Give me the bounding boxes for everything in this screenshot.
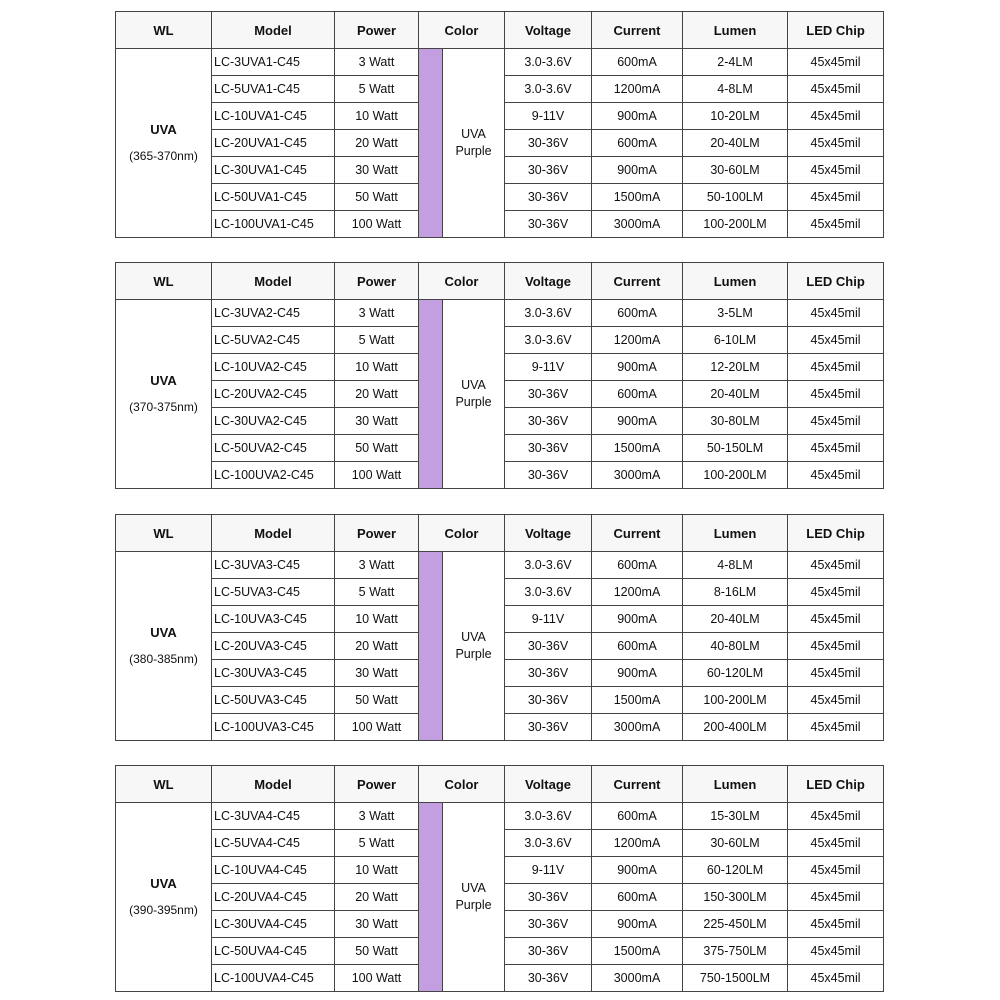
voltage-cell: 9-11V — [505, 103, 592, 130]
power-cell: 100 Watt — [335, 462, 419, 489]
power-cell: 50 Watt — [335, 687, 419, 714]
model-cell: LC-20UVA1-C45 — [212, 130, 335, 157]
led-chip-cell: 45x45mil — [788, 49, 884, 76]
led-chip-cell: 45x45mil — [788, 660, 884, 687]
lumen-cell: 50-150LM — [683, 435, 788, 462]
led-chip-cell: 45x45mil — [788, 911, 884, 938]
voltage-cell: 30-36V — [505, 157, 592, 184]
color-cell — [443, 300, 505, 489]
power-cell: 10 Watt — [335, 354, 419, 381]
current-cell: 900mA — [592, 157, 683, 184]
column-header: Model — [212, 515, 335, 552]
led-chip-cell: 45x45mil — [788, 408, 884, 435]
voltage-cell: 30-36V — [505, 184, 592, 211]
power-cell: 3 Watt — [335, 552, 419, 579]
led-chip-cell: 45x45mil — [788, 327, 884, 354]
voltage-cell: 30-36V — [505, 911, 592, 938]
color-name-line1: UVA — [461, 630, 486, 644]
model-cell: LC-50UVA4-C45 — [212, 938, 335, 965]
voltage-cell: 3.0-3.6V — [505, 803, 592, 830]
power-cell: 10 Watt — [335, 606, 419, 633]
current-cell: 1200mA — [592, 327, 683, 354]
voltage-cell: 30-36V — [505, 462, 592, 489]
voltage-cell: 30-36V — [505, 435, 592, 462]
power-cell: 5 Watt — [335, 579, 419, 606]
lumen-cell: 50-100LM — [683, 184, 788, 211]
current-cell: 600mA — [592, 552, 683, 579]
led-chip-cell: 45x45mil — [788, 633, 884, 660]
wavelength-range: (380-385nm) — [129, 652, 198, 666]
lumen-cell: 200-400LM — [683, 714, 788, 741]
power-cell: 5 Watt — [335, 830, 419, 857]
column-header: WL — [116, 515, 212, 552]
column-header: Current — [592, 515, 683, 552]
lumen-cell: 100-200LM — [683, 211, 788, 238]
spec-table — [115, 11, 884, 238]
voltage-cell: 30-36V — [505, 130, 592, 157]
column-header: LED Chip — [788, 766, 884, 803]
column-header: WL — [116, 263, 212, 300]
column-header: Lumen — [683, 515, 788, 552]
power-cell: 5 Watt — [335, 327, 419, 354]
column-header: Current — [592, 766, 683, 803]
current-cell: 600mA — [592, 49, 683, 76]
power-cell: 50 Watt — [335, 435, 419, 462]
current-cell: 900mA — [592, 911, 683, 938]
power-cell: 100 Watt — [335, 211, 419, 238]
wavelength-label: UVA — [150, 876, 177, 891]
model-cell: LC-3UVA1-C45 — [212, 49, 335, 76]
current-cell: 1200mA — [592, 579, 683, 606]
led-chip-cell: 45x45mil — [788, 965, 884, 992]
model-cell: LC-100UVA1-C45 — [212, 211, 335, 238]
voltage-cell: 3.0-3.6V — [505, 552, 592, 579]
column-header: Color — [419, 12, 505, 49]
lumen-cell: 4-8LM — [683, 552, 788, 579]
color-swatch — [419, 300, 443, 489]
column-header: Current — [592, 12, 683, 49]
wavelength-label: UVA — [150, 373, 177, 388]
color-swatch — [419, 552, 443, 741]
column-header: Voltage — [505, 12, 592, 49]
power-cell: 20 Watt — [335, 633, 419, 660]
lumen-cell: 60-120LM — [683, 857, 788, 884]
power-cell: 3 Watt — [335, 49, 419, 76]
power-cell: 30 Watt — [335, 660, 419, 687]
column-header: Model — [212, 263, 335, 300]
power-cell: 50 Watt — [335, 184, 419, 211]
lumen-cell: 15-30LM — [683, 803, 788, 830]
lumen-cell: 4-8LM — [683, 76, 788, 103]
led-chip-cell: 45x45mil — [788, 435, 884, 462]
lumen-cell: 225-450LM — [683, 911, 788, 938]
model-cell: LC-10UVA1-C45 — [212, 103, 335, 130]
model-cell: LC-20UVA2-C45 — [212, 381, 335, 408]
current-cell: 1200mA — [592, 76, 683, 103]
led-chip-cell: 45x45mil — [788, 606, 884, 633]
voltage-cell: 30-36V — [505, 884, 592, 911]
model-cell: LC-10UVA4-C45 — [212, 857, 335, 884]
color-name-line1: UVA — [461, 881, 486, 895]
lumen-cell: 30-60LM — [683, 157, 788, 184]
led-chip-cell: 45x45mil — [788, 687, 884, 714]
led-chip-cell: 45x45mil — [788, 130, 884, 157]
wavelength-range: (370-375nm) — [129, 400, 198, 414]
current-cell: 3000mA — [592, 211, 683, 238]
column-header: Voltage — [505, 263, 592, 300]
led-chip-cell: 45x45mil — [788, 552, 884, 579]
led-chip-cell: 45x45mil — [788, 184, 884, 211]
power-cell: 5 Watt — [335, 76, 419, 103]
table-row — [116, 49, 884, 76]
color-cell — [443, 552, 505, 741]
current-cell: 1500mA — [592, 184, 683, 211]
column-header: Color — [419, 263, 505, 300]
power-cell: 10 Watt — [335, 103, 419, 130]
wavelength-cell — [116, 552, 212, 741]
current-cell: 1500mA — [592, 938, 683, 965]
column-header: Model — [212, 12, 335, 49]
power-cell: 20 Watt — [335, 130, 419, 157]
lumen-cell: 100-200LM — [683, 687, 788, 714]
lumen-cell: 40-80LM — [683, 633, 788, 660]
led-chip-cell: 45x45mil — [788, 579, 884, 606]
color-cell — [443, 49, 505, 238]
spec-table — [115, 514, 884, 741]
column-header: WL — [116, 12, 212, 49]
voltage-cell: 30-36V — [505, 381, 592, 408]
model-cell: LC-3UVA2-C45 — [212, 300, 335, 327]
voltage-cell: 3.0-3.6V — [505, 300, 592, 327]
led-chip-cell: 45x45mil — [788, 462, 884, 489]
lumen-cell: 60-120LM — [683, 660, 788, 687]
current-cell: 900mA — [592, 354, 683, 381]
current-cell: 1500mA — [592, 435, 683, 462]
led-chip-cell: 45x45mil — [788, 354, 884, 381]
led-chip-cell: 45x45mil — [788, 103, 884, 130]
lumen-cell: 150-300LM — [683, 884, 788, 911]
voltage-cell: 3.0-3.6V — [505, 76, 592, 103]
wavelength-cell — [116, 803, 212, 992]
column-header: Power — [335, 263, 419, 300]
power-cell: 20 Watt — [335, 381, 419, 408]
lumen-cell: 30-80LM — [683, 408, 788, 435]
model-cell: LC-3UVA3-C45 — [212, 552, 335, 579]
color-name-line2: Purple — [455, 647, 492, 661]
current-cell: 1500mA — [592, 687, 683, 714]
current-cell: 3000mA — [592, 965, 683, 992]
voltage-cell: 9-11V — [505, 354, 592, 381]
current-cell: 3000mA — [592, 714, 683, 741]
column-header: Power — [335, 515, 419, 552]
led-chip-cell: 45x45mil — [788, 830, 884, 857]
color-name-line2: Purple — [455, 898, 492, 912]
voltage-cell: 30-36V — [505, 938, 592, 965]
column-header: Lumen — [683, 12, 788, 49]
color-cell — [443, 803, 505, 992]
model-cell: LC-5UVA4-C45 — [212, 830, 335, 857]
led-chip-cell: 45x45mil — [788, 714, 884, 741]
voltage-cell: 30-36V — [505, 687, 592, 714]
model-cell: LC-10UVA2-C45 — [212, 354, 335, 381]
spec-table — [115, 262, 884, 489]
color-name-line1: UVA — [461, 378, 486, 392]
power-cell: 30 Watt — [335, 157, 419, 184]
current-cell: 600mA — [592, 381, 683, 408]
column-header: Voltage — [505, 766, 592, 803]
voltage-cell: 9-11V — [505, 857, 592, 884]
wavelength-cell — [116, 300, 212, 489]
current-cell: 900mA — [592, 606, 683, 633]
model-cell: LC-50UVA3-C45 — [212, 687, 335, 714]
lumen-cell: 20-40LM — [683, 606, 788, 633]
wavelength-range: (390-395nm) — [129, 903, 198, 917]
lumen-cell: 12-20LM — [683, 354, 788, 381]
model-cell: LC-30UVA3-C45 — [212, 660, 335, 687]
model-cell: LC-5UVA1-C45 — [212, 76, 335, 103]
column-header: Power — [335, 766, 419, 803]
voltage-cell: 30-36V — [505, 633, 592, 660]
column-header: Power — [335, 12, 419, 49]
power-cell: 100 Watt — [335, 714, 419, 741]
color-name-line2: Purple — [455, 144, 492, 158]
power-cell: 30 Watt — [335, 911, 419, 938]
led-chip-cell: 45x45mil — [788, 76, 884, 103]
lumen-cell: 2-4LM — [683, 49, 788, 76]
lumen-cell: 100-200LM — [683, 462, 788, 489]
current-cell: 900mA — [592, 660, 683, 687]
table-row — [116, 300, 884, 327]
color-name-line2: Purple — [455, 395, 492, 409]
led-chip-cell: 45x45mil — [788, 938, 884, 965]
current-cell: 900mA — [592, 857, 683, 884]
column-header: Lumen — [683, 766, 788, 803]
lumen-cell: 20-40LM — [683, 130, 788, 157]
wavelength-cell — [116, 49, 212, 238]
wavelength-label: UVA — [150, 122, 177, 137]
model-cell: LC-20UVA4-C45 — [212, 884, 335, 911]
power-cell: 3 Watt — [335, 300, 419, 327]
voltage-cell: 3.0-3.6V — [505, 327, 592, 354]
power-cell: 20 Watt — [335, 884, 419, 911]
lumen-cell: 20-40LM — [683, 381, 788, 408]
current-cell: 600mA — [592, 803, 683, 830]
power-cell: 30 Watt — [335, 408, 419, 435]
lumen-cell: 10-20LM — [683, 103, 788, 130]
current-cell: 1200mA — [592, 830, 683, 857]
model-cell: LC-10UVA3-C45 — [212, 606, 335, 633]
led-chip-cell: 45x45mil — [788, 803, 884, 830]
column-header: Lumen — [683, 263, 788, 300]
column-header: WL — [116, 766, 212, 803]
current-cell: 600mA — [592, 300, 683, 327]
model-cell: LC-30UVA1-C45 — [212, 157, 335, 184]
model-cell: LC-30UVA2-C45 — [212, 408, 335, 435]
led-chip-cell: 45x45mil — [788, 300, 884, 327]
header-row — [116, 12, 884, 49]
voltage-cell: 30-36V — [505, 408, 592, 435]
column-header: LED Chip — [788, 515, 884, 552]
power-cell: 50 Watt — [335, 938, 419, 965]
color-swatch — [419, 803, 443, 992]
current-cell: 600mA — [592, 130, 683, 157]
led-chip-cell: 45x45mil — [788, 381, 884, 408]
lumen-cell: 30-60LM — [683, 830, 788, 857]
column-header: LED Chip — [788, 12, 884, 49]
current-cell: 600mA — [592, 633, 683, 660]
lumen-cell: 3-5LM — [683, 300, 788, 327]
led-chip-cell: 45x45mil — [788, 857, 884, 884]
header-row — [116, 263, 884, 300]
current-cell: 900mA — [592, 408, 683, 435]
color-name-line1: UVA — [461, 127, 486, 141]
power-cell: 100 Watt — [335, 965, 419, 992]
header-row — [116, 515, 884, 552]
voltage-cell: 30-36V — [505, 660, 592, 687]
model-cell: LC-20UVA3-C45 — [212, 633, 335, 660]
lumen-cell: 750-1500LM — [683, 965, 788, 992]
spec-table — [115, 765, 884, 992]
table-row — [116, 803, 884, 830]
voltage-cell: 30-36V — [505, 211, 592, 238]
lumen-cell: 6-10LM — [683, 327, 788, 354]
column-header: Voltage — [505, 515, 592, 552]
column-header: LED Chip — [788, 263, 884, 300]
led-chip-cell: 45x45mil — [788, 157, 884, 184]
column-header: Model — [212, 766, 335, 803]
wavelength-range: (365-370nm) — [129, 149, 198, 163]
lumen-cell: 375-750LM — [683, 938, 788, 965]
column-header: Current — [592, 263, 683, 300]
color-swatch — [419, 49, 443, 238]
led-chip-cell: 45x45mil — [788, 884, 884, 911]
column-header: Color — [419, 515, 505, 552]
led-chip-cell: 45x45mil — [788, 211, 884, 238]
voltage-cell: 3.0-3.6V — [505, 49, 592, 76]
current-cell: 600mA — [592, 884, 683, 911]
model-cell: LC-100UVA4-C45 — [212, 965, 335, 992]
model-cell: LC-5UVA2-C45 — [212, 327, 335, 354]
current-cell: 3000mA — [592, 462, 683, 489]
voltage-cell: 30-36V — [505, 965, 592, 992]
model-cell: LC-5UVA3-C45 — [212, 579, 335, 606]
model-cell: LC-50UVA2-C45 — [212, 435, 335, 462]
model-cell: LC-100UVA2-C45 — [212, 462, 335, 489]
model-cell: LC-100UVA3-C45 — [212, 714, 335, 741]
table-row — [116, 552, 884, 579]
power-cell: 10 Watt — [335, 857, 419, 884]
model-cell: LC-50UVA1-C45 — [212, 184, 335, 211]
voltage-cell: 30-36V — [505, 714, 592, 741]
header-row — [116, 766, 884, 803]
wavelength-label: UVA — [150, 625, 177, 640]
model-cell: LC-3UVA4-C45 — [212, 803, 335, 830]
lumen-cell: 8-16LM — [683, 579, 788, 606]
power-cell: 3 Watt — [335, 803, 419, 830]
voltage-cell: 3.0-3.6V — [505, 579, 592, 606]
voltage-cell: 9-11V — [505, 606, 592, 633]
voltage-cell: 3.0-3.6V — [505, 830, 592, 857]
column-header: Color — [419, 766, 505, 803]
model-cell: LC-30UVA4-C45 — [212, 911, 335, 938]
current-cell: 900mA — [592, 103, 683, 130]
